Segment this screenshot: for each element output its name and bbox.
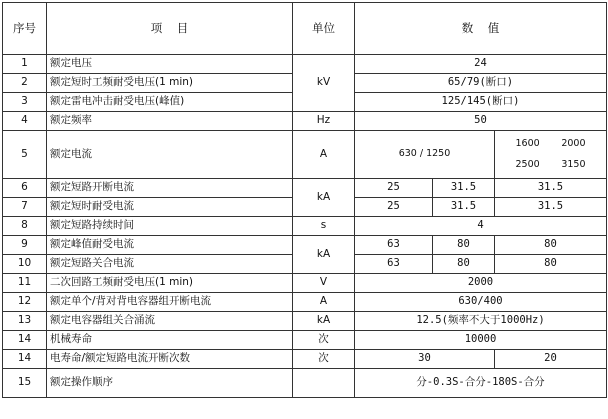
row-value: 125/145(断口) <box>355 93 607 112</box>
row-unit-empty <box>293 369 355 398</box>
table-row <box>3 274 607 293</box>
row-item: 额定电容器组关合涌流 <box>47 312 293 331</box>
header-item: 项 目 <box>47 3 293 55</box>
table-row <box>3 112 607 131</box>
spec-table-container <box>2 2 607 398</box>
row-item: 额定雷电冲击耐受电压(峰值) <box>47 93 293 112</box>
row-seq: 3 <box>3 93 47 112</box>
row-value: 65/79(断口) <box>355 74 607 93</box>
row-value-2: 31.5 <box>433 179 495 198</box>
table-row <box>3 179 607 198</box>
row-item: 机械寿命 <box>47 331 293 350</box>
row-seq: 14 <box>3 350 47 369</box>
row-value-3: 80 <box>495 236 607 255</box>
row-item: 额定电压 <box>47 55 293 74</box>
row-value-1: 25 <box>355 179 433 198</box>
row-value: 分-0.3S-合分-180S-合分 <box>355 369 607 398</box>
row-value-3: 31.5 <box>495 179 607 198</box>
row-seq: 6 <box>3 179 47 198</box>
table-row <box>3 236 607 255</box>
row-seq: 14 <box>3 331 47 350</box>
row-unit: Hz <box>293 112 355 131</box>
row-value: 630/400 <box>355 293 607 312</box>
row-value-3: 31.5 <box>495 198 607 217</box>
table-row <box>3 331 607 350</box>
row-seq: 9 <box>3 236 47 255</box>
row-unit: A <box>293 131 355 179</box>
table-row <box>3 293 607 312</box>
row-value-2: 31.5 <box>433 198 495 217</box>
row-value-1: 30 <box>355 350 495 369</box>
row-item: 额定短时工频耐受电压(1 min) <box>47 74 293 93</box>
row-item: 额定短路持续时间 <box>47 217 293 236</box>
row-item: 额定短时耐受电流 <box>47 198 293 217</box>
row-item: 额定峰值耐受电流 <box>47 236 293 255</box>
row-item: 电寿命/额定短路电流开断次数 <box>47 350 293 369</box>
row-unit: kV <box>293 55 355 112</box>
row-value-2: 20 <box>495 350 607 369</box>
row-value: 24 <box>355 55 607 74</box>
row-item: 额定单个/背对背电容器组开断电流 <box>47 293 293 312</box>
spec-table <box>2 2 607 398</box>
row-value: 50 <box>355 112 607 131</box>
row-item: 额定短路关合电流 <box>47 255 293 274</box>
row-item: 额定操作顺序 <box>47 369 293 398</box>
row-seq: 15 <box>3 369 47 398</box>
header-seq: 序号 <box>3 3 47 55</box>
row-value-2: 80 <box>433 236 495 255</box>
row-value: 10000 <box>355 331 607 350</box>
table-row <box>3 55 607 74</box>
row-seq: 11 <box>3 274 47 293</box>
row-value: 4 <box>355 217 607 236</box>
row-unit: 次 <box>293 350 355 369</box>
row-value-2: 80 <box>433 255 495 274</box>
current-2500: 2500 <box>515 158 540 170</box>
table-row <box>3 217 607 236</box>
row-seq: 8 <box>3 217 47 236</box>
row-seq: 2 <box>3 74 47 93</box>
row-item: 额定电流 <box>47 131 293 179</box>
row-unit: A <box>293 293 355 312</box>
table-row <box>3 369 607 398</box>
row-value-1: 63 <box>355 236 433 255</box>
row-seq: 4 <box>3 112 47 131</box>
row-seq: 12 <box>3 293 47 312</box>
table-row <box>3 131 607 179</box>
current-3150: 3150 <box>561 158 586 170</box>
row-value: 2000 <box>355 274 607 293</box>
current-2000: 2000 <box>561 138 586 150</box>
row-item: 额定短路开断电流 <box>47 179 293 198</box>
row-value-1: 25 <box>355 198 433 217</box>
header-unit: 单位 <box>293 3 355 55</box>
table-row <box>3 312 607 331</box>
row-value-low-current: 630 / 1250 <box>355 131 495 179</box>
header-value: 数 值 <box>355 3 607 55</box>
row-unit: kA <box>293 179 355 217</box>
row-unit: 次 <box>293 331 355 350</box>
row-seq: 13 <box>3 312 47 331</box>
table-row <box>3 350 607 369</box>
current-pair-top <box>516 139 586 149</box>
row-item: 二次回路工频耐受电压(1 min) <box>47 274 293 293</box>
row-unit: kA <box>293 312 355 331</box>
row-value: 12.5(频率不大于1000Hz) <box>355 312 607 331</box>
row-seq: 7 <box>3 198 47 217</box>
header-row <box>3 3 607 55</box>
row-value-1: 63 <box>355 255 433 274</box>
current-1600: 1600 <box>515 138 540 150</box>
row-item: 额定频率 <box>47 112 293 131</box>
row-seq: 1 <box>3 55 47 74</box>
row-seq: 5 <box>3 131 47 179</box>
row-unit: V <box>293 274 355 293</box>
current-pair-bottom <box>516 160 586 170</box>
row-unit: s <box>293 217 355 236</box>
row-unit: kA <box>293 236 355 274</box>
row-value-high-current <box>495 131 607 179</box>
row-value-3: 80 <box>495 255 607 274</box>
row-seq: 10 <box>3 255 47 274</box>
